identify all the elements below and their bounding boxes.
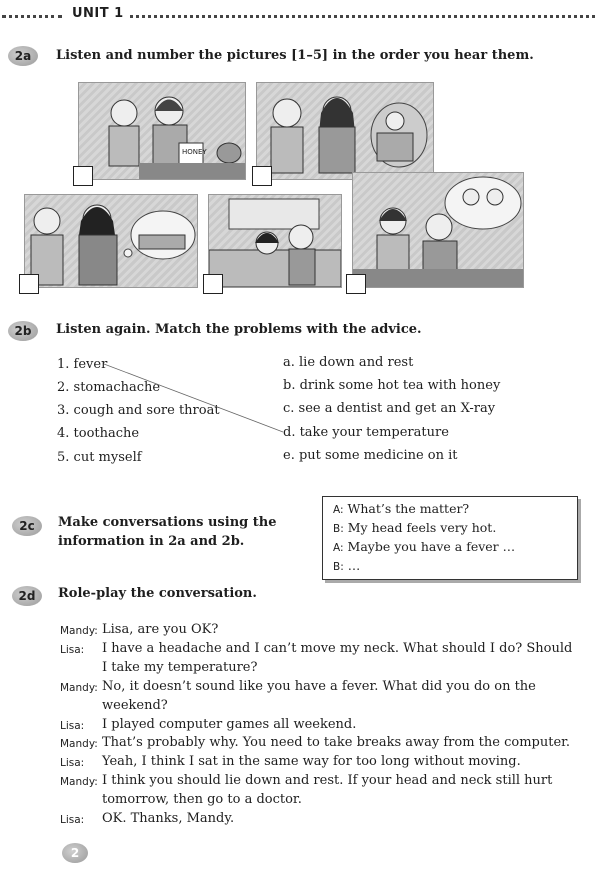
example-line (333, 501, 469, 516)
dialogue-speaker: Mandy: (60, 738, 98, 750)
badge-2b: 2b (8, 321, 38, 341)
speaker-label: B: (333, 561, 344, 573)
advice-item: a. lie down and rest (283, 355, 414, 370)
dialogue-line: I have a headache and I can’t move my neck. What should I do? Should (102, 641, 573, 656)
instruction-2d: Role-play the conversation. (58, 586, 257, 601)
page-number: 2 (62, 843, 88, 863)
dialogue-line: No, it doesn’t sound like you have a fever. What did you do on the (102, 679, 536, 694)
unit-title: UNIT 1 (72, 6, 124, 21)
dialogue-line: I take my temperature? (102, 660, 258, 675)
speaker-label: B: (333, 523, 344, 535)
dialogue-line: I think you should lie down and rest. If your head and neck still hurt (102, 773, 553, 788)
dialogue-speaker: Mandy: (60, 682, 98, 694)
problem-item: 4. toothache (57, 426, 140, 441)
example-line (333, 520, 496, 535)
badge-2c: 2c (12, 516, 42, 536)
honey-jar-label: HONEY (182, 148, 207, 156)
problem-item: 1. fever (57, 357, 108, 372)
speaker-label: A: (333, 504, 344, 516)
dialogue-line: Lisa, are you OK? (102, 622, 219, 637)
problem-item: 5. cut myself (57, 450, 142, 465)
dialogue-speaker: Lisa: (60, 814, 85, 826)
example-line (333, 558, 360, 573)
instruction-2b: Listen again. Match the problems with the advice. (56, 322, 422, 337)
dialogue-speaker: Lisa: (60, 720, 85, 732)
dialogue-line: That’s probably why. You need to take breaks away from the computer. (102, 735, 571, 750)
dialogue-line: I played computer games all weekend. (102, 717, 357, 732)
example-text: … (347, 558, 361, 573)
dialogue-speaker: Lisa: (60, 757, 85, 769)
problem-item: 2. stomachache (57, 380, 161, 395)
instruction-2c-line2: information in 2a and 2b. (58, 534, 245, 549)
dialogue-speaker: Mandy: (60, 776, 98, 788)
instruction-2a: Listen and number the pictures [1–5] in the order you hear them. (56, 48, 534, 63)
example-line (333, 539, 515, 554)
advice-item: e. put some medicine on it (283, 448, 458, 463)
example-text: What’s the matter? (347, 501, 470, 516)
dialogue-line: weekend? (102, 698, 168, 713)
speaker-label: A: (333, 542, 344, 554)
dialogue-line: tomorrow, then go to a doctor. (102, 792, 302, 807)
dialogue-speaker: Lisa: (60, 644, 85, 656)
badge-2a: 2a (8, 46, 38, 66)
advice-item: d. take your temperature (283, 425, 449, 440)
example-conversation-box (322, 496, 578, 580)
example-text: Maybe you have a fever … (347, 539, 516, 554)
dialogue-speaker: Mandy: (60, 625, 98, 637)
problem-item: 3. cough and sore throat (57, 403, 220, 418)
instruction-2c-line1: Make conversations using the (58, 515, 277, 530)
badge-2d: 2d (12, 586, 42, 606)
advice-item: b. drink some hot tea with honey (283, 378, 501, 393)
advice-item: c. see a dentist and get an X-ray (283, 401, 496, 416)
example-text: My head feels very hot. (347, 520, 497, 535)
dialogue-line: Yeah, I think I sat in the same way for too long without moving. (102, 754, 521, 769)
dialogue-line: OK. Thanks, Mandy. (102, 811, 235, 826)
